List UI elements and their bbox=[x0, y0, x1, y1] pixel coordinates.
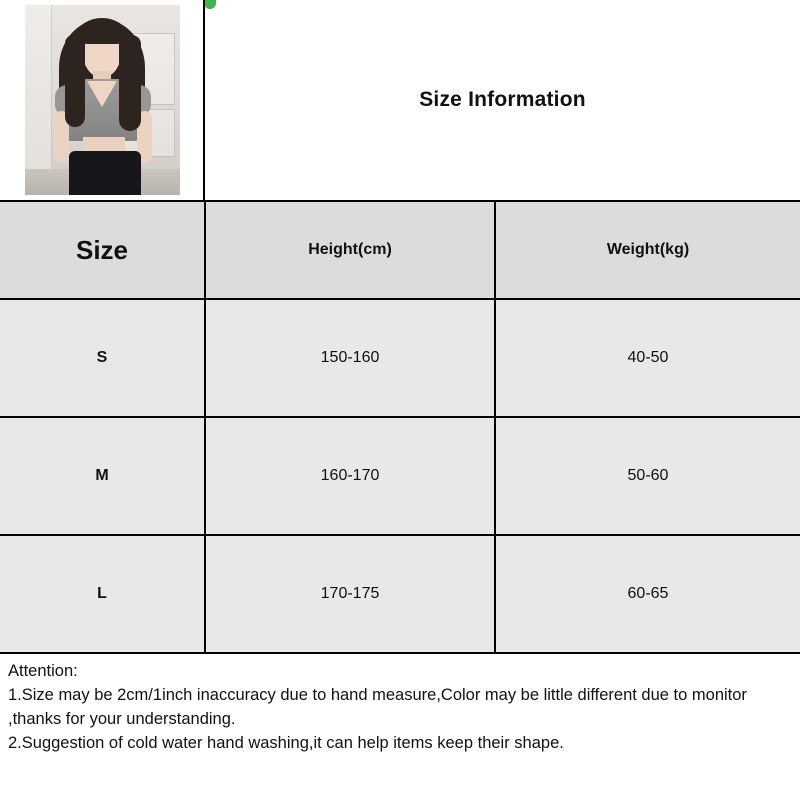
cell-height-m: 160-170 bbox=[205, 417, 495, 535]
model-hair-strand-left bbox=[65, 35, 85, 127]
attention-note-2: 2.Suggestion of cold water hand washing,it can help items keep their shape. bbox=[8, 733, 564, 752]
table-row bbox=[0, 535, 800, 653]
cell-weight-m: 50-60 bbox=[495, 417, 800, 535]
product-photo-cell bbox=[0, 0, 205, 200]
column-header-height: Height(cm) bbox=[205, 201, 495, 299]
size-table bbox=[0, 200, 800, 654]
cell-weight-s: 40-50 bbox=[495, 299, 800, 417]
model-hair-strand-right bbox=[119, 35, 141, 131]
photo-wall-left bbox=[25, 5, 52, 195]
attention-block bbox=[0, 654, 800, 756]
attention-note-1: 1.Size may be 2cm/1inch inaccuracy due to hand measure,Color may be little different due to monitor ,thanks for your understanding. bbox=[8, 685, 747, 728]
title-cell bbox=[205, 0, 800, 200]
page-title: Size Information bbox=[419, 88, 586, 111]
table-row bbox=[0, 417, 800, 535]
column-header-size: Size bbox=[0, 201, 205, 299]
table-row bbox=[0, 299, 800, 417]
product-photo bbox=[25, 5, 180, 195]
cell-size-l: L bbox=[0, 535, 205, 653]
table-header-row bbox=[0, 201, 800, 299]
model-skirt bbox=[69, 151, 141, 195]
cell-size-s: S bbox=[0, 299, 205, 417]
cell-weight-l: 60-65 bbox=[495, 535, 800, 653]
cell-height-l: 170-175 bbox=[205, 535, 495, 653]
attention-heading: Attention: bbox=[8, 662, 78, 680]
column-header-weight: Weight(kg) bbox=[495, 201, 800, 299]
cell-size-m: M bbox=[0, 417, 205, 535]
header-row bbox=[0, 0, 800, 200]
cell-height-s: 150-160 bbox=[205, 299, 495, 417]
